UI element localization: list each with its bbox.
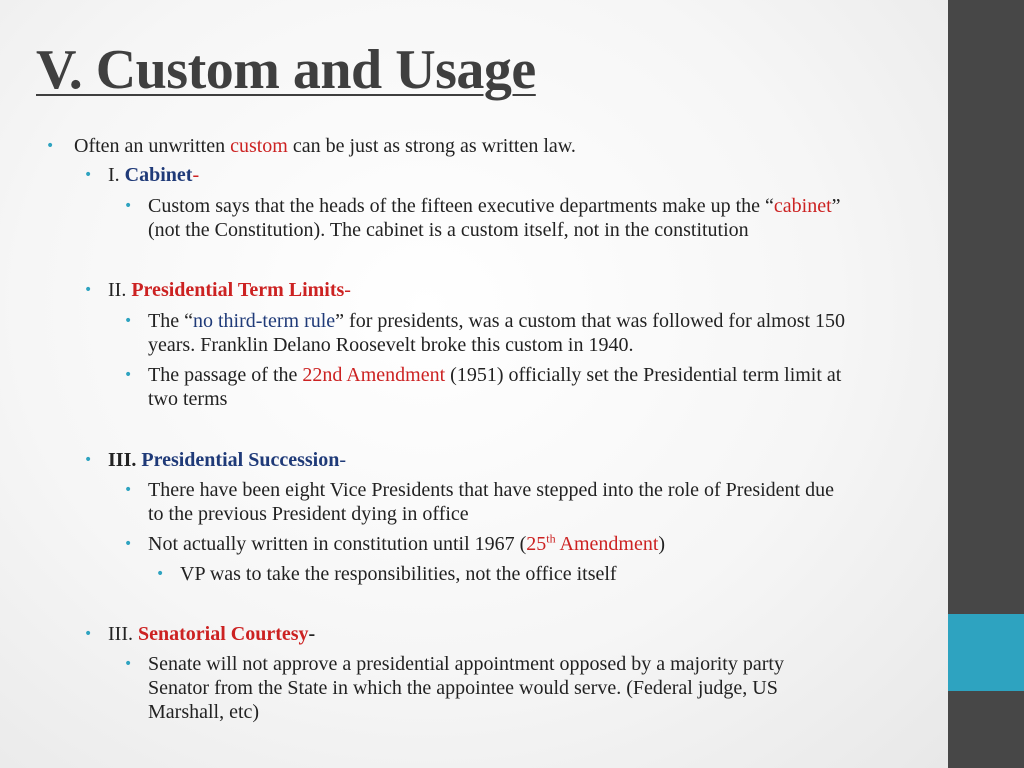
cabinet-quote: ” <box>831 195 841 217</box>
succession-title: Presidential Succession <box>141 449 340 471</box>
succession-bullet1-line1: There have been eight Vice Presidents that have stepped into the role of President due <box>148 479 834 501</box>
term-text: The “ <box>148 310 193 332</box>
bullet-icon: • <box>124 482 133 498</box>
succession-number: III. <box>108 449 142 471</box>
intro-text: Often an unwritten <box>74 135 231 157</box>
amendment-suffix: th <box>546 531 556 546</box>
bullet-icon: • <box>46 138 55 154</box>
succession-paren: ) <box>658 533 666 555</box>
intro-line <box>74 134 576 158</box>
intro-text-end: can be just as strong as written law. <box>287 135 576 157</box>
term-bullet2-line2: two terms <box>148 388 228 410</box>
senatorial-heading <box>108 622 315 646</box>
intro-highlight: custom <box>230 135 288 157</box>
bullet-icon: • <box>156 566 165 582</box>
slide-title: V. Custom and Usage <box>36 39 536 101</box>
succession-dash: - <box>339 449 346 471</box>
bullet-icon: • <box>124 656 133 672</box>
senatorial-line3: Marshall, etc) <box>148 701 260 723</box>
senatorial-dash: - <box>308 623 316 645</box>
sidebar-accent-block <box>948 614 1024 691</box>
senatorial-line1: Senate will not approve a presidential appointment opposed by a majority party <box>148 653 784 675</box>
term-bullet1-line2: years. Franklin Delano Roosevelt broke this custom in 1940. <box>148 334 634 356</box>
cabinet-text: Custom says that the heads of the fifteen executive departments make up the “ <box>148 195 774 217</box>
cabinet-title: Cabinet <box>124 164 193 186</box>
term2-highlight: 22nd Amendment <box>302 364 446 386</box>
senatorial-number: III. <box>108 623 138 645</box>
amendment-number: 25 <box>526 533 547 555</box>
bullet-icon: • <box>84 282 93 298</box>
cabinet-bullet-line2: (not the Constitution). The cabinet is a custom itself, not in the constitution <box>148 219 749 241</box>
term-bullet2-line1 <box>148 363 841 387</box>
bullet-icon: • <box>84 452 93 468</box>
term-text-end: ” for presidents, was a custom that was followed for almost 150 <box>335 310 846 332</box>
succession-bullet2 <box>148 532 665 556</box>
term2-text-end: (1951) officially set the Presidential term limit at <box>445 364 842 386</box>
term-title: Presidential Term Limits <box>131 279 345 301</box>
bullet-icon: • <box>124 198 133 214</box>
senatorial-title: Senatorial Courtesy <box>137 623 309 645</box>
amendment-word: Amendment <box>555 533 659 555</box>
succession-subbullet: VP was to take the responsibilities, not the office itself <box>180 563 617 585</box>
amendment-ref <box>526 533 658 555</box>
cabinet-number: I. <box>108 164 125 186</box>
cabinet-highlight: cabinet <box>773 195 832 217</box>
succession-bullet1-line2: to the previous President dying in office <box>148 503 469 525</box>
cabinet-heading <box>108 163 199 187</box>
senatorial-line2: Senator from the State in which the appointee would serve. (Federal judge, US <box>148 677 778 699</box>
term-bullet1-line1 <box>148 309 845 333</box>
succession-heading <box>108 448 346 472</box>
bullet-icon: • <box>124 367 133 383</box>
succession-text: Not actually written in constitution until 1967 ( <box>148 533 527 555</box>
bullet-icon: • <box>84 626 93 642</box>
term-number: II. <box>108 279 132 301</box>
cabinet-bullet-line1 <box>148 194 841 218</box>
cabinet-dash: - <box>192 164 200 186</box>
term2-text: The passage of the <box>148 364 303 386</box>
term-highlight: no third-term rule <box>192 310 336 332</box>
term-heading <box>108 278 351 302</box>
bullet-icon: • <box>124 536 133 552</box>
bullet-icon: • <box>84 167 93 183</box>
bullet-icon: • <box>124 313 133 329</box>
term-dash: - <box>344 279 351 301</box>
